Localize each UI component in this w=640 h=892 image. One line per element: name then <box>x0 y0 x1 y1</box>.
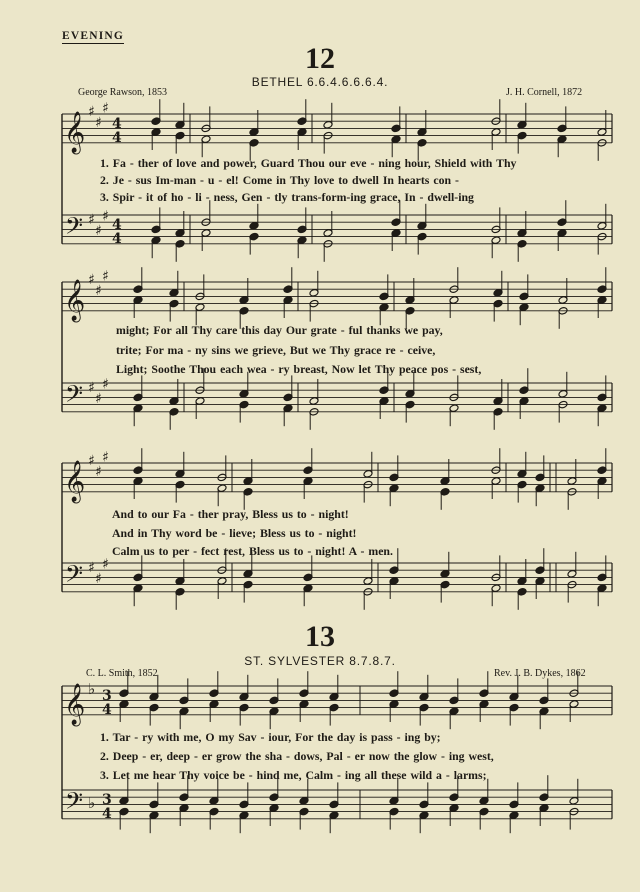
key-signature-sharp: ♯ <box>95 223 102 239</box>
time-signature: 4 <box>102 806 112 822</box>
bass-clef: 𝄢 <box>65 560 84 593</box>
key-signature-sharp: ♯ <box>102 268 109 285</box>
lyric-line: Calm us to per - fect rest, Bless us to - night! A - men. <box>112 544 393 558</box>
key-signature-sharp: ♯ <box>88 560 95 577</box>
time-signature: 4 <box>112 130 122 146</box>
time-signature: 4 <box>112 231 122 247</box>
key-signature-sharp: ♯ <box>102 100 109 117</box>
lyric-line: And in Thy word be - lieve; Bless us to - night! <box>112 526 357 540</box>
lyric-line: 3. Spir - it of ho - li - ness, Gen - tly trans-form-ing grace, In - dwell-ing <box>100 190 474 204</box>
key-signature-flat: ♭ <box>88 680 96 698</box>
words-credit-12: George Rawson, 1853 <box>78 87 167 98</box>
music-credit-13: Rev. J. B. Dykes, 1862 <box>494 668 586 679</box>
lyric-line: might; For all Thy care this day Our grate - ful thanks we pay, <box>116 323 443 337</box>
tune-name-bethel: BETHEL 6.6.4.6.6.6.4. <box>251 75 389 89</box>
lyric-line: trite; For ma - ny sins we grieve, But we Thy grace re - ceive, <box>116 343 436 357</box>
lyric-line: 2. Deep - er, deep - er grow the sha - dows, Pal - er now the glow - ing west, <box>100 749 494 763</box>
key-signature-sharp: ♯ <box>95 391 102 407</box>
hymn-number-13: 13 <box>305 620 335 653</box>
time-signature: 4 <box>102 702 112 718</box>
treble-clef: 𝄞 <box>64 461 86 502</box>
key-signature-sharp: ♯ <box>88 104 95 120</box>
lyric-line: 1. Tar - ry with me, O my Sav - iour, For the day is pass - ing by; <box>100 730 441 744</box>
key-signature-sharp: ♯ <box>95 571 102 587</box>
key-signature-flat: ♭ <box>88 794 96 812</box>
lyric-line: 2. Je - sus Im-man - u - el! Come in Thy love to dwell In hearts con - <box>100 173 459 187</box>
lyric-line: 3. Let me hear Thy voice be - hind me, Calm - ing all these wild a - larms; <box>100 768 487 782</box>
key-signature-sharp: ♯ <box>95 114 102 131</box>
lyric-line: 1. Fa - ther of love and power, Guard Thou our eve - ning hour, Shield with Thy <box>100 156 517 170</box>
music-credit-12: J. H. Cornell, 1872 <box>506 87 583 98</box>
time-signature: 4 <box>112 116 122 132</box>
time-signature: 4 <box>112 217 122 233</box>
bass-clef: 𝄢 <box>65 787 84 820</box>
tune-name-st-sylvester: ST. SYLVESTER 8.7.8.7. <box>244 654 396 668</box>
bass-clef: 𝄢 <box>65 212 84 245</box>
treble-clef: 𝄞 <box>64 112 86 153</box>
key-signature-sharp: ♯ <box>102 449 109 466</box>
lyric-line: Light; Soothe Thou each wea - ry breast, Now let Thy peace pos - sest, <box>116 362 482 376</box>
bass-clef: 𝄢 <box>65 380 84 413</box>
lyric-line: And to our Fa - ther pray, Bless us to - night! <box>112 507 349 521</box>
section-heading: EVENING <box>62 30 125 42</box>
time-signature: 3 <box>102 688 112 704</box>
key-signature-sharp: ♯ <box>95 463 102 480</box>
key-signature-sharp: ♯ <box>88 212 95 229</box>
key-signature-sharp: ♯ <box>88 453 95 469</box>
treble-clef: 𝄞 <box>64 280 86 321</box>
key-signature-sharp: ♯ <box>102 376 109 393</box>
time-signature: 3 <box>102 792 112 808</box>
words-credit-13: C. L. Smith, 1852 <box>86 668 158 679</box>
treble-clef: 𝄞 <box>64 684 86 725</box>
key-signature-sharp: ♯ <box>88 272 95 288</box>
hymn-number-12: 12 <box>305 42 335 75</box>
key-signature-sharp: ♯ <box>102 556 109 573</box>
key-signature-sharp: ♯ <box>102 208 109 225</box>
key-signature-sharp: ♯ <box>88 380 95 397</box>
key-signature-sharp: ♯ <box>95 282 102 299</box>
